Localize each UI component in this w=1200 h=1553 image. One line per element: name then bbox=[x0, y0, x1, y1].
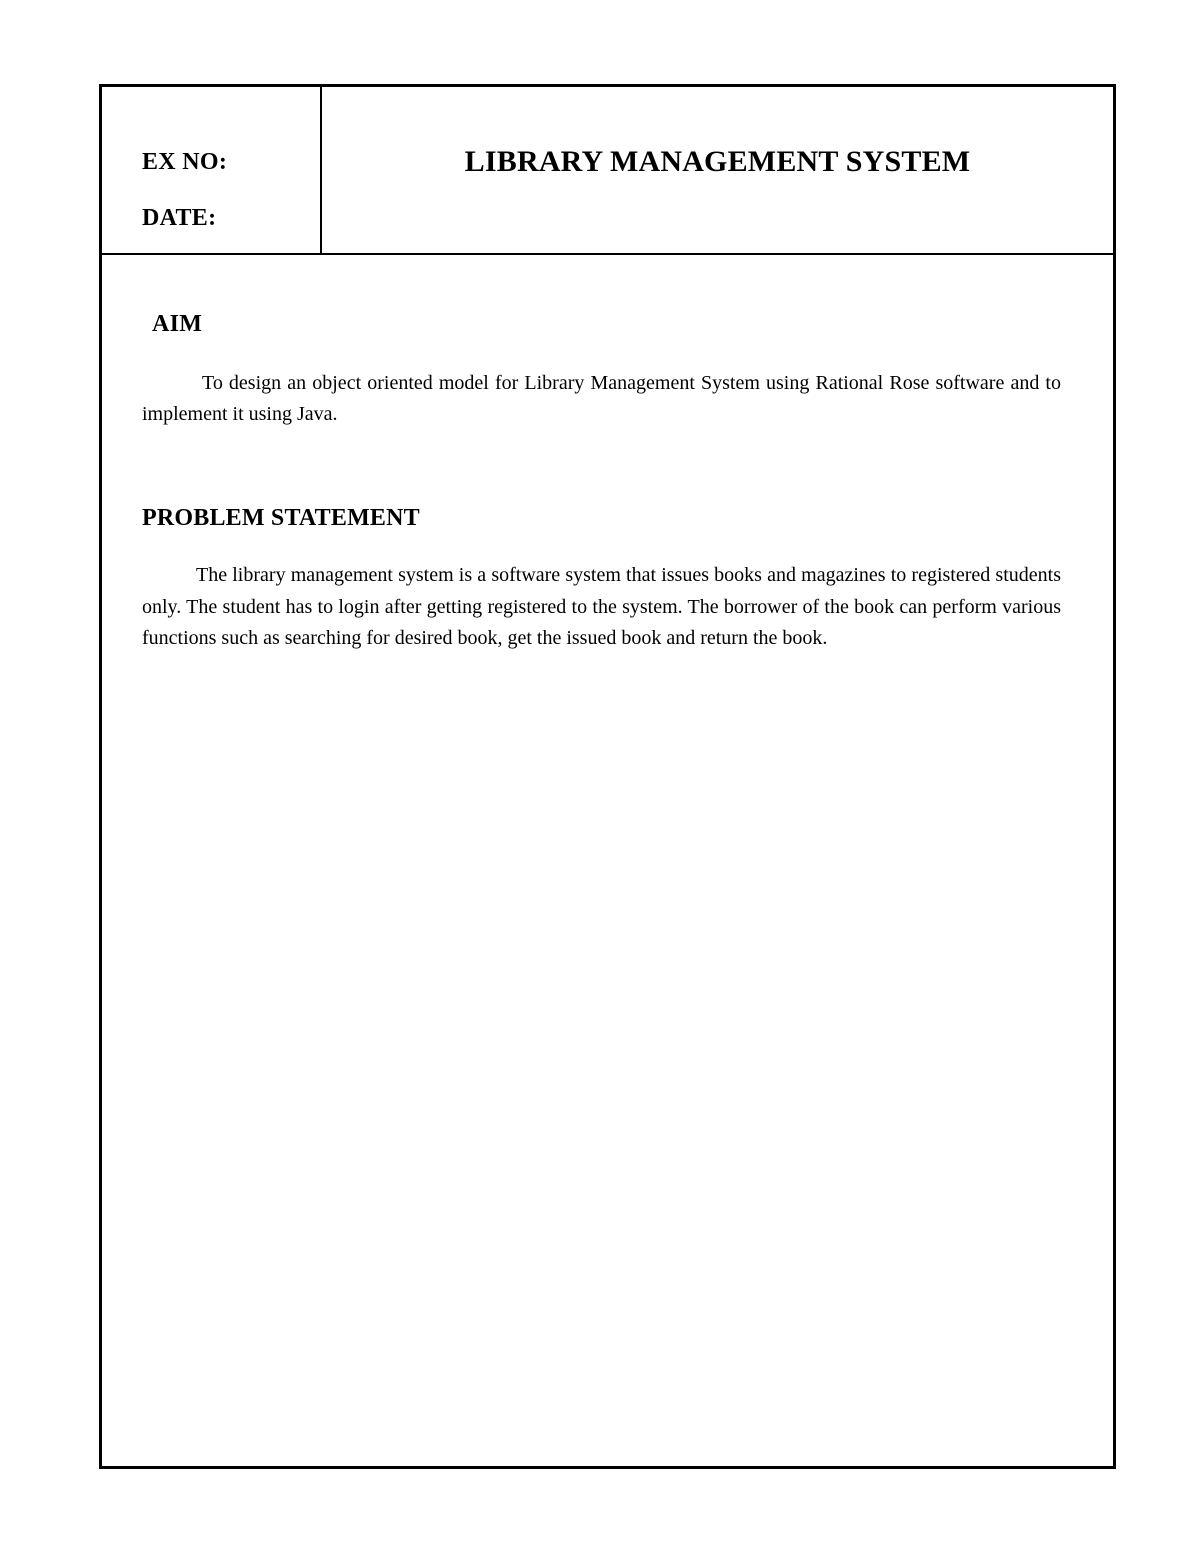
ex-no-label: EX NO: bbox=[142, 149, 228, 175]
problem-statement-heading: PROBLEM STATEMENT bbox=[142, 505, 420, 531]
document-frame bbox=[99, 84, 1116, 1469]
aim-heading: AIM bbox=[152, 311, 203, 337]
exercise-info-cell bbox=[102, 87, 322, 253]
header-section bbox=[102, 87, 1113, 255]
problem-statement-paragraph: The library management system is a software system that issues books and magazines to registered students only. The student has to login after getting registered to the system. The borrower of the book can perform various functions such as searching for desired book, get the issued book and return the book. bbox=[142, 564, 1061, 649]
date-label: DATE: bbox=[142, 205, 217, 231]
aim-paragraph: To design an object oriented model for Library Management System using Rational Rose software and to implement it using Java. bbox=[142, 372, 1061, 425]
page-title: LIBRARY MANAGEMENT SYSTEM bbox=[464, 145, 971, 178]
